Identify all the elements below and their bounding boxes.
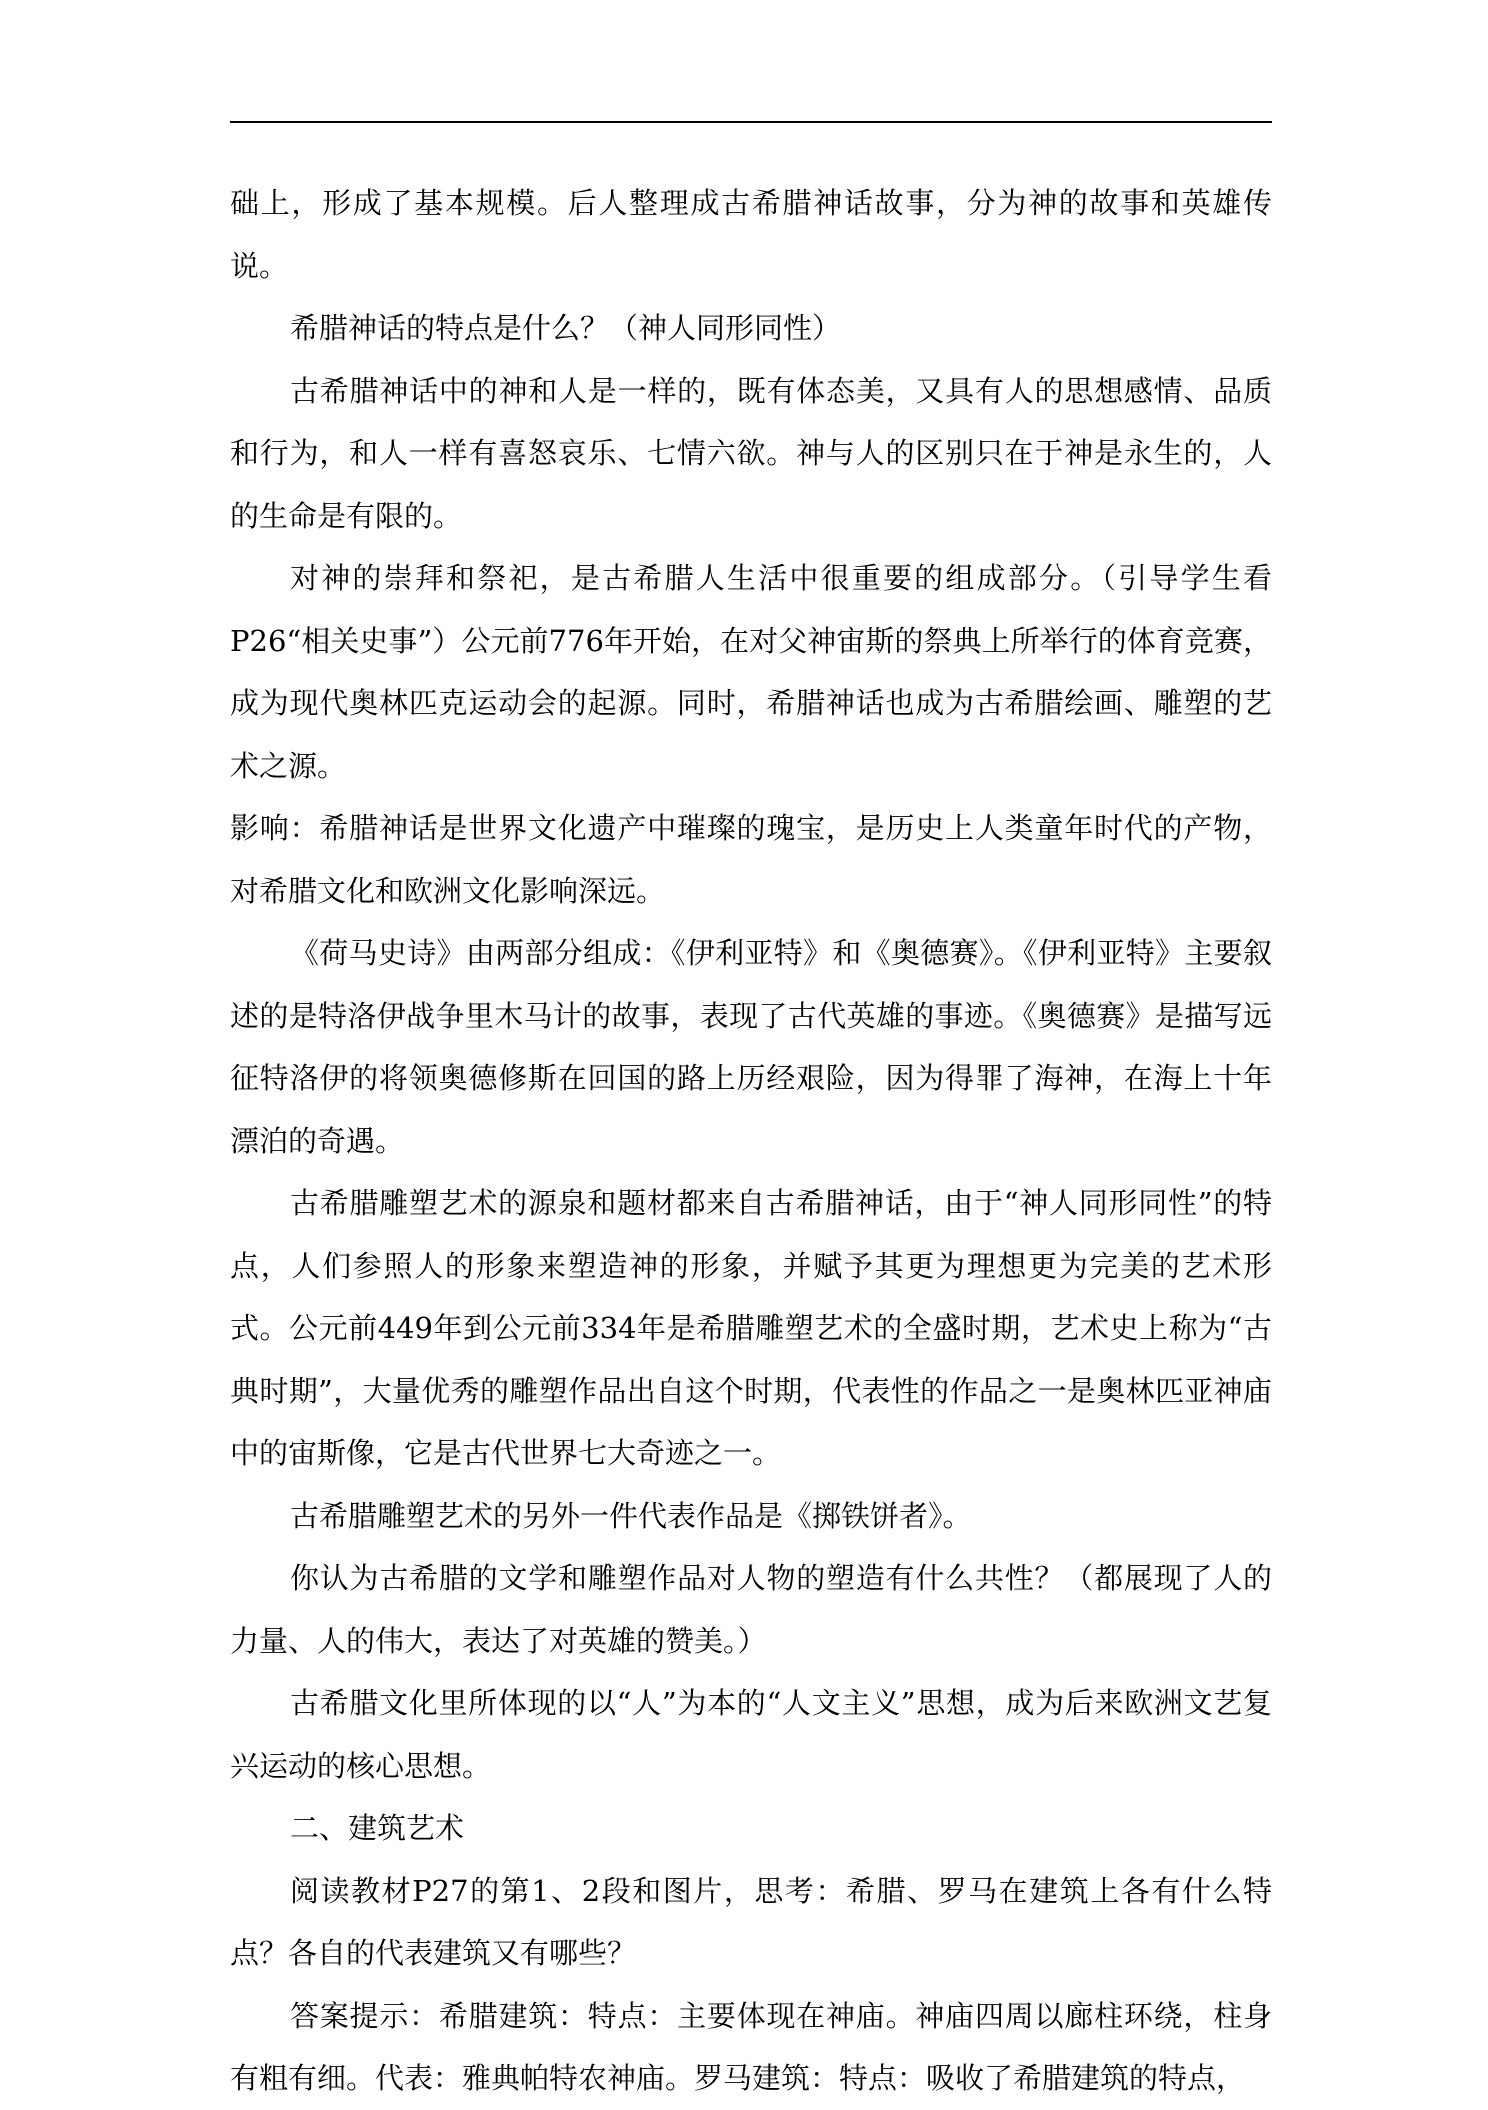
paragraph: 古希腊神话中的神和人是一样的，既有体态美，又具有人的思想感情、品质和行为，和人一样有喜怒哀乐、七情六欲。神与人的区别只在于神是永生的，人的生命是有限的。 — [230, 373, 1272, 533]
paragraph: 你认为古希腊的文学和雕塑作品对人物的塑造有什么共性？（都展现了人的力量、人的伟大，表达了对英雄的赞美。） — [230, 1561, 1272, 1658]
paragraph: 阅读教材P27的第1、2段和图片，思考：希腊、罗马在建筑上各有什么特点？各自的代表建筑又有哪些？ — [230, 1873, 1272, 1970]
paragraph: 对神的崇拜和祭祀，是古希腊人生活中很重要的组成部分。（引导学生看P26“相关史事”）公元前776年开始，在对父神宙斯的祭典上所举行的体育竞赛，成为现代奥林匹克运动会的起源。同时，希腊神话也成为古希腊绘画、雕塑的艺术之源。 — [230, 561, 1272, 783]
paragraph: 《荷马史诗》由两部分组成：《伊利亚特》和《奥德赛》。《伊利亚特》主要叙述的是特洛伊战争里木马计的故事，表现了古代英雄的事迹。《奥德赛》是描写远征特洛伊的将领奥德修斯在回国的路上历经艰险，因为得罪了海神，在海上十年漂泊的奇遇。 — [230, 936, 1272, 1158]
paragraph: 答案提示：希腊建筑：特点：主要体现在神庙。神庙四周以廊柱环绕，柱身有粗有细。代表：雅典帕特农神庙。罗马建筑：特点：吸收了希腊建筑的特点， — [230, 1998, 1272, 2095]
paragraph: 希腊神话的特点是什么？（神人同形同性） — [290, 311, 842, 345]
header-rule — [230, 121, 1272, 123]
paragraph: 古希腊雕塑艺术的另外一件代表作品是《掷铁饼者》。 — [290, 1498, 972, 1533]
paragraph: 古希腊文化里所体现的以“人”为本的“人文主义”思想，成为后来欧洲文艺复兴运动的核心思想。 — [230, 1686, 1272, 1783]
paragraph: 础上，形成了基本规模。后人整理成古希腊神话故事，分为神的故事和英雄传说。 — [230, 186, 1272, 283]
document-body — [230, 172, 1272, 2110]
section-heading: 二、建筑艺术 — [290, 1811, 465, 1845]
paragraph: 古希腊雕塑艺术的源泉和题材都来自古希腊神话，由于“神人同形同性”的特点，人们参照人的形象来塑造神的形象，并赋予其更为理想更为完美的艺术形式。公元前449年到公元前334年是希腊雕塑艺术的全盛时期，艺术史上称为“古典时期”，大量优秀的雕塑作品出自这个时期，代表性的作品之一是奥林匹亚神庙中的宙斯像，它是古代世界七大奇迹之一。 — [230, 1186, 1272, 1470]
paragraph: 影响：希腊神话是世界文化遗产中璀璨的瑰宝，是历史上人类童年时代的产物，对希腊文化和欧洲文化影响深远。 — [230, 811, 1272, 908]
